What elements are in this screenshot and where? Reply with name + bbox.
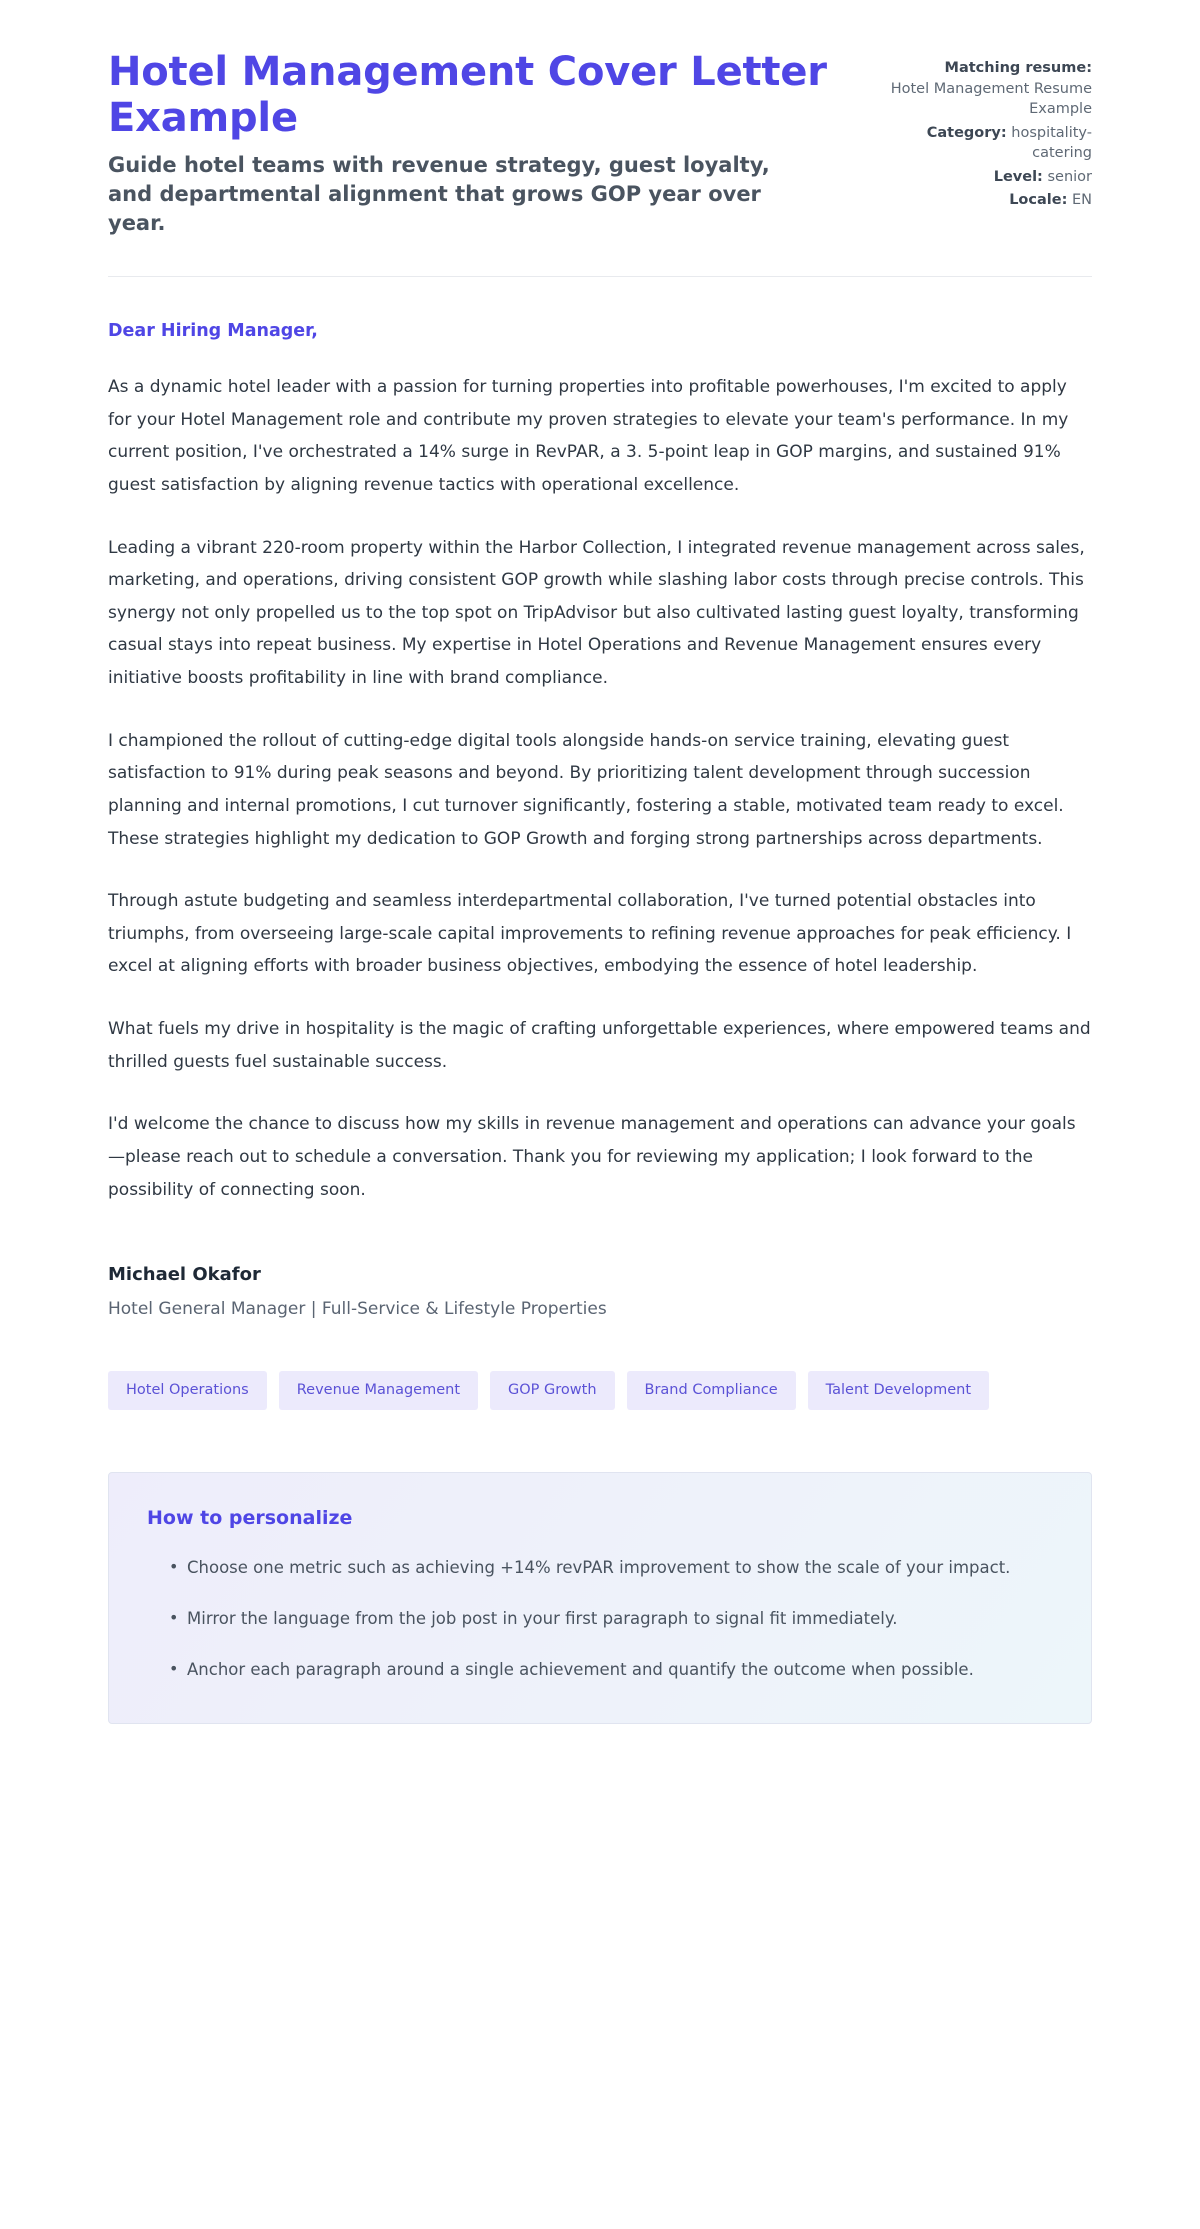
page-title: Hotel Management Cover Letter Example: [108, 49, 827, 141]
skill-tag[interactable]: Revenue Management: [279, 1371, 478, 1410]
letter-paragraph: What fuels my drive in hospitality is the magic of crafting unforgettable experiences, where empowered teams and thrilled guests fuel sustainable success.: [108, 1019, 1091, 1072]
page-subtitle: Guide hotel teams with revenue strategy, guest loyalty, and departmental alignment that grows GOP year over year.: [108, 153, 770, 236]
callout-tip-item: • Anchor each paragraph around a single achievement and quantify the outcome when possible.: [169, 1655, 1053, 1684]
meta-category-value: hospitality-catering: [1011, 124, 1092, 162]
meta-level: [877, 167, 1092, 188]
letter-paragraph: As a dynamic hotel leader with a passion for turning properties into profitable powerhouses, I'm excited to apply for your Hotel Management role and contribute my proven strategies to elevate your team's performance. In my current position, I've orchestrated a 14% surge in RevPAR, a 3. 5-point leap in GOP margins, and sustained 91% guest satisfaction by aligning revenue tactics with operational excellence.: [108, 377, 1069, 495]
meta-locale-value: EN: [1071, 192, 1092, 209]
meta-matching-resume-value: Hotel Management Resume Example: [890, 80, 1092, 118]
meta-category-label: Category:: [926, 124, 1007, 141]
letter-paragraph: Through astute budgeting and seamless interdepartmental collaboration, I've turned potential obstacles into triumphs, from overseeing large-scale capital improvements to refining revenue approaches for peak efficiency. I excel at aligning efforts with broader business objectives, embodying the essence of hotel leadership.: [108, 891, 1072, 977]
meta-locale-label: Locale:: [1009, 192, 1068, 209]
letter-paragraph: I'd welcome the chance to discuss how my skills in revenue management and operations can advance your goals—please reach out to schedule a conversation. Thank you for reviewing my application; I look forward to the possibility of connecting soon.: [108, 1114, 1076, 1200]
letter-paragraph: Leading a vibrant 220-room property within the Harbor Collection, I integrated revenue management across sales, marketing, and operations, driving consistent GOP growth while slashing labor costs through precise controls. This synergy not only propelled us to the top spot on TripAdvisor but also cultivated lasting guest loyalty, transforming casual stays into repeat business. My expertise in Hotel Operations and Revenue Management ensures every initiative boosts profitability in line with brand compliance.: [108, 537, 1085, 689]
letter-signature: [108, 1264, 1092, 1319]
document-metadata: [877, 44, 1092, 214]
signature-name: Michael Okafor: [108, 1264, 261, 1286]
meta-matching-resume: [877, 58, 1092, 120]
meta-matching-resume-label: Matching resume:: [944, 60, 1092, 76]
callout-tip-item: • Choose one metric such as achieving +14% revPAR improvement to show the scale of your impact.: [169, 1553, 1053, 1582]
letter-salutation: Dear Hiring Manager,: [108, 321, 318, 342]
meta-locale: [877, 190, 1092, 211]
callout-tip-list: [147, 1553, 1053, 1685]
meta-level-label: Level:: [993, 168, 1043, 185]
letter-paragraph: I championed the rollout of cutting-edge digital tools alongside hands-on service training, elevating guest satisfaction to 91% during peak seasons and beyond. By prioritizing talent development through succession planning and internal promotions, I cut turnover significantly, fostering a stable, motivated team ready to excel. These strategies highlight my dedication to GOP Growth and forging strong partnerships across departments.: [108, 730, 1064, 849]
how-to-personalize-callout: [108, 1472, 1092, 1724]
skill-tag[interactable]: Talent Development: [808, 1371, 989, 1410]
callout-title: How to personalize: [147, 1506, 353, 1529]
signature-role: Hotel General Manager | Full-Service & Lifestyle Properties: [108, 1299, 607, 1320]
skill-tag[interactable]: Brand Compliance: [627, 1371, 796, 1410]
skill-tag[interactable]: GOP Growth: [490, 1371, 615, 1410]
meta-category: [877, 123, 1092, 164]
callout-tip-item: • Mirror the language from the job post in your first paragraph to signal fit immediately.: [169, 1604, 1053, 1633]
meta-level-value: senior: [1047, 168, 1092, 185]
skill-tag[interactable]: Hotel Operations: [108, 1371, 267, 1410]
header-title-block: [108, 44, 828, 238]
cover-letter-body: [108, 277, 1092, 1319]
page-header: [108, 44, 1092, 238]
skill-tag-list: [108, 1371, 1092, 1410]
